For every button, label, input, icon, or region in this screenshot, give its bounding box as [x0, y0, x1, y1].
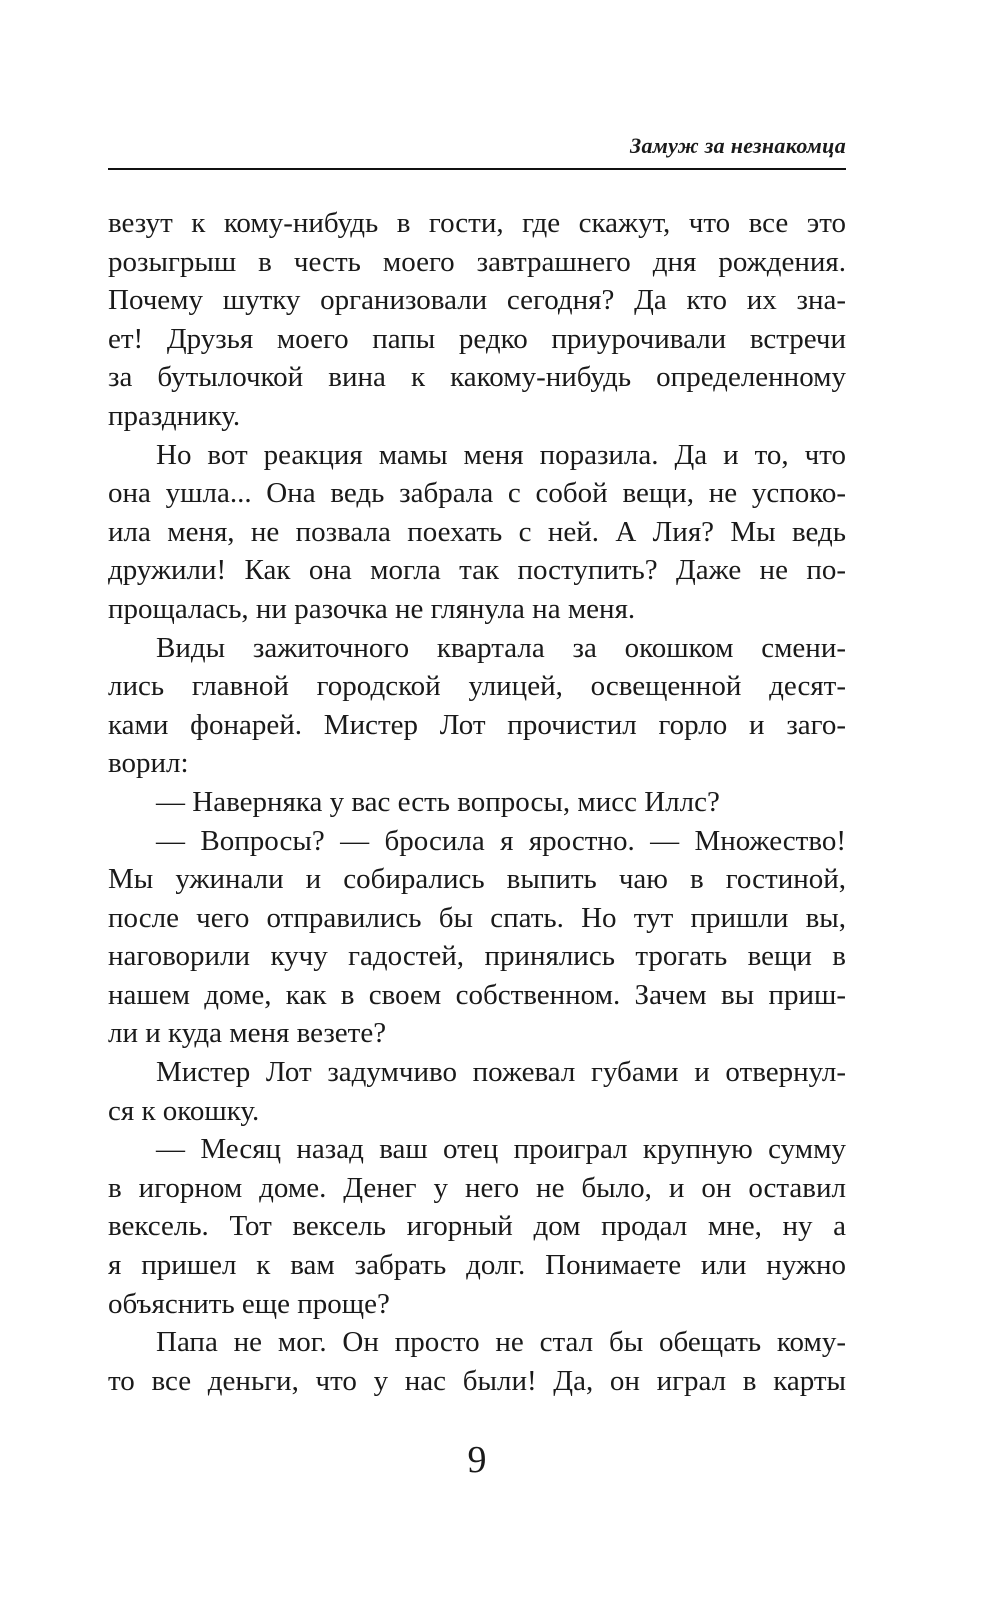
- text-line: в игорном доме. Денег у него не было, и он оставил: [108, 1171, 846, 1204]
- text-line: ет! Друзья моего папы редко приурочивали встречи: [108, 322, 846, 355]
- text-line: розыгрыш в честь моего завтрашнего дня рождения.: [108, 245, 846, 278]
- text-line: ками фонарей. Мистер Лот прочистил горло и заго-: [108, 708, 846, 741]
- text-line: она ушла... Она ведь забрала с собой вещи, не успоко-: [108, 477, 846, 510]
- text-line: Почему шутку организовали сегодня? Да кто их зна-: [108, 284, 846, 317]
- page-number: 9: [467, 1439, 487, 1481]
- text-line: после чего отправились бы спать. Но тут пришли вы,: [108, 901, 846, 934]
- paragraph-first-line: — Месяц назад ваш отец проиграл крупную сумму: [156, 1133, 846, 1166]
- text-line: за бутылочкой вина к какому-нибудь определенному: [108, 361, 846, 394]
- text-line: Мы ужинали и собирались выпить чаю в гостиной,: [108, 863, 846, 896]
- text-line: то все деньги, что у нас были! Да, он играл в карты: [108, 1364, 846, 1397]
- body-text: [108, 204, 846, 1400]
- paragraph-first-line: — Вопросы? — бросила я яростно. — Множество!: [156, 824, 846, 857]
- paragraph-first-line: Мистер Лот задумчиво пожевал губами и отвернул-: [156, 1056, 846, 1089]
- text-line: празднику.: [108, 399, 241, 432]
- header-rule: [108, 168, 846, 170]
- text-line: вексель. Тот вексель игорный дом продал мне, ну а: [108, 1210, 846, 1243]
- text-line: я пришел к вам забрать долг. Понимаете или нужно: [108, 1249, 846, 1282]
- text-line: везут к кому-нибудь в гости, где скажут, что все это: [108, 207, 846, 239]
- paragraph-first-line: — Наверняка у вас есть вопросы, мисс Иллс?: [156, 785, 720, 818]
- text-line: ся к окошку.: [108, 1094, 260, 1127]
- text-line: лись главной городской улицей, освещенной десят-: [108, 670, 846, 703]
- paragraph-first-line: Но вот реакция мамы меня поразила. Да и то, что: [156, 438, 846, 471]
- paragraph-first-line: Виды зажиточного квартала за окошком смени-: [156, 631, 846, 664]
- text-line: ворил:: [108, 747, 189, 780]
- text-line: наговорили кучу гадостей, принялись трогать вещи в: [108, 940, 846, 973]
- running-title: Замуж за незнакомца: [630, 133, 846, 158]
- paragraph-first-line: Папа не мог. Он просто не стал бы обещать кому-: [156, 1326, 846, 1359]
- text-line: ила меня, не позвала поехать с ней. А Лия? Мы ведь: [108, 515, 846, 548]
- text-line: объяснить еще проще?: [108, 1287, 390, 1320]
- text-line: нашем доме, как в своем собственном. Зачем вы приш-: [108, 978, 846, 1011]
- text-line: ли и куда меня везете?: [108, 1017, 387, 1050]
- text-line: прощалась, ни разочка не глянула на меня.: [108, 592, 636, 625]
- text-line: дружили! Как она могла так поступить? Даже не по-: [108, 554, 846, 587]
